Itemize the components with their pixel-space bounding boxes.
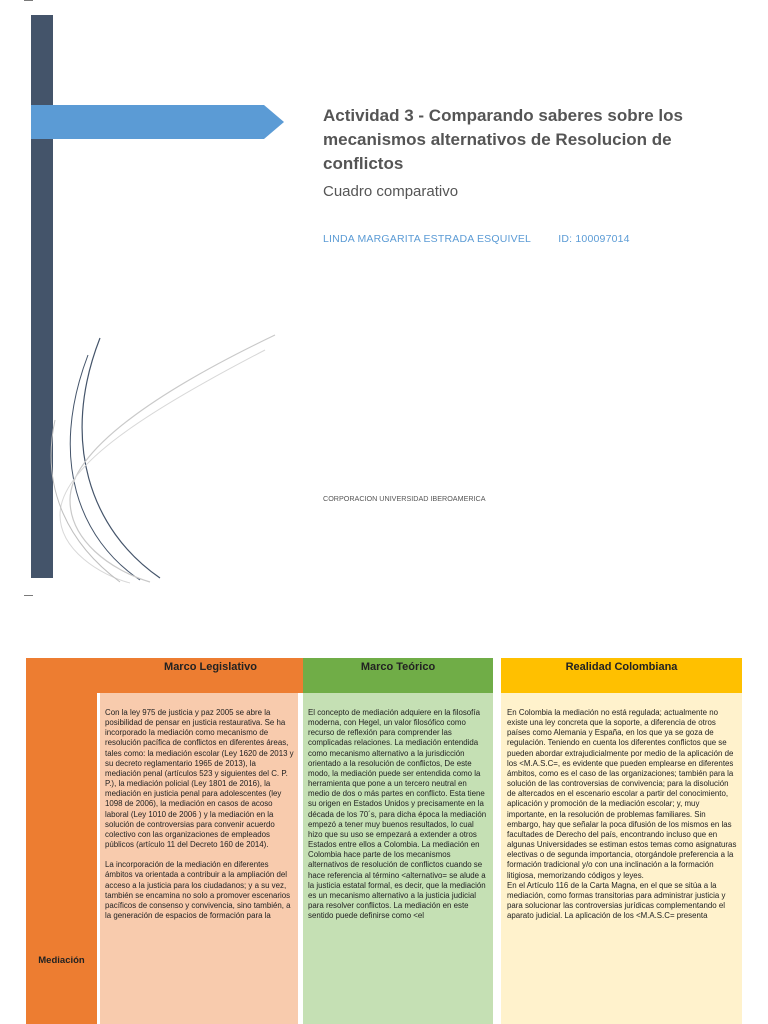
document-title: Actividad 3 - Comparando saberes sobre los mecanismos alternativos de Resolucion de conflictos: [323, 106, 683, 173]
cover-decorative-curves: [0, 300, 300, 590]
paragraph: Con la ley 975 de justicia y paz 2005 se abre la posibilidad de pensar en justicia restaurativa. Se ha incorporado la mediación como mecanismo de resolución pacífica de conflictos en diferentes áreas, tales como: la mediación escolar (Ley 1620 de 2013 y su decreto reglamentario 1965 de 2013), la mediación penal (artículos 523 y siguientes del C. P. P.), la mediación policial (Ley 1801 de 2016), la mediación en justicia penal para adolescentes (ley 1098 de 2006), la mediación en casos de acoso laboral (Ley 1010 de 2006 ) y la mediación en la solución de controversias para convenir acuerdo colectivo con las organizaciones de empleados públicos (artículo 11 del Decreto 160 de 2014).: [105, 708, 294, 850]
cell-colombiana: [501, 693, 742, 1024]
paragraph: El concepto de mediación adquiere en la filosofía moderna, con Hegel, un valor filosófico como recurso de reflexión para comprender las complicadas relaciones. La mediación entendida como mecanismo alternativo a la jurisdicción orientado a la resolución de conflictos, De este modo, la mediación puede ser entendida como la herramienta que pone a un tercero neutral en medio de dos o más partes en conflicto. Esta tiene su origen en Estados Unidos y precisamente en la década de los 70´s, para dicha época la mediación empezó a tener muy buenos resultados, lo cual hizo que su uso se empezará a extender a otros Estados entre ellos a Colombia. La mediación en Colombia hace parte de los mecanismos alternativos de resolución de conflictos cuando se hace referencia al término <alternativo= se alude a la justicia estatal formal, es decir, que la mediación es un mecanismo alternativo a la justicia judicial para resolver conflictos. La mediación en este sentido puede definirse como <el: [308, 708, 487, 921]
header-realidad-colombiana: Realidad Colombiana: [501, 658, 742, 693]
student-id: ID: 100097014: [558, 233, 630, 245]
header-marco-teorico: Marco Teórico: [303, 658, 493, 693]
cell-legislativo: [100, 693, 298, 1024]
header-marco-legislativo: Marco Legislativo: [97, 658, 324, 693]
organization-name: CORPORACION UNIVERSIDAD IBEROAMERICA: [323, 494, 486, 503]
author-line: [323, 233, 630, 245]
author-name: LINDA MARGARITA ESTRADA ESQUIVEL: [323, 233, 532, 245]
page-corner-mark-bottom: [24, 595, 33, 596]
page-corner-mark-top: [24, 0, 33, 1]
comparison-table: [26, 658, 742, 1024]
paragraph: La incorporación de la mediación en diferentes ámbitos va orientada a contribuir a la ampliación del acceso a la justicia para los ciudadanos; y a su vez, también se encamina no solo a promover escenarios pacíficos de consenso y convivencia, sino también, a la generación de espacios de formación para la: [105, 860, 291, 920]
paragraph: En Colombia la mediación no está regulada; actualmente no existe una ley concreta que la soporte, a diferencia de otros países como Alemania y España, en los que ya se goza de regulación. Teniendo en cuenta los diferentes conflictos que se pueden abordar extrajudicialmente por medio de la aplicación de los <M.A.S.C=, es evidente que pueden emplearse en diferentes ámbitos, como es el caso de las organizaciones; también para la solución de las controversias de convivencia; para la disolución de altercados en el escenario escolar a partir del conocimiento, aplicación y promoción de la mediación escolar; y, muy importante, en la resolución de problemas familiares. Sin embargo, hay que señalar la poca difusión de los mismos en las facultades de Derecho del país, encontrando incluso que en algunas Universidades se estiman estos temas como asignaturas electivas o de segunda importancia, otorgándole preferencia a la formación tradicional y/o con una inclinación a la formación litigiosa, memorizando códigos y leyes.: [507, 708, 737, 880]
document-subtitle: Cuadro comparativo: [323, 183, 459, 200]
cell-teorico: [303, 693, 493, 1024]
paragraph: En el Artículo 116 de la Carta Magna, en el que se sitúa a la mediación, como formas transitorias para administrar justicia y para solucionar las controversias jurídicas complementando el aparato judicial. La aplicación de los <M.A.S.C= presenta: [507, 880, 726, 921]
row-label-mediacion: Mediación: [38, 955, 85, 966]
row-header-cell: [26, 658, 97, 1024]
cover-arrow-banner: [31, 105, 284, 139]
